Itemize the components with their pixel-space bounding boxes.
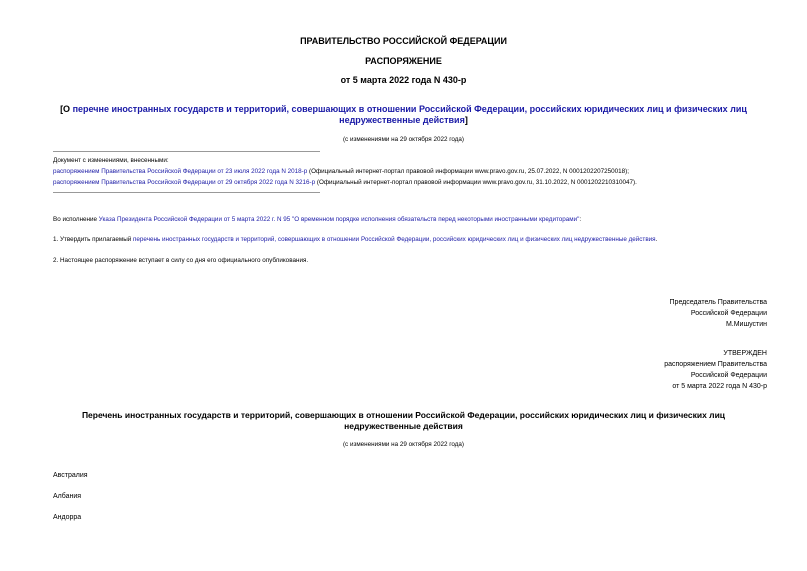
intro-prefix: Во исполнение bbox=[53, 216, 99, 223]
approved-line: от 5 марта 2022 года N 430-р bbox=[672, 383, 767, 390]
change-link[interactable]: распоряжением Правительства Российской Федерации от 29 октября 2022 года N 3216-р bbox=[53, 179, 316, 186]
title-bracket-open: [О bbox=[60, 104, 73, 114]
revision-note: (с изменениями на 29 октября 2022 года) bbox=[342, 136, 465, 143]
document-date-number: от 5 марта 2022 года N 430-р bbox=[340, 75, 467, 85]
intro-paragraph bbox=[53, 216, 581, 223]
list-revision-note: (с изменениями на 29 октября 2022 года) bbox=[342, 441, 465, 448]
p1-prefix: 1. Утвердить прилагаемый bbox=[53, 236, 134, 243]
list-link[interactable]: перечень иностранных государств и территорий, совершающих в отношении Российской Федерации, российских юридических лиц и физических лиц недружественные действия bbox=[133, 236, 656, 243]
approved-line: УТВЕРЖДЕН bbox=[723, 350, 767, 357]
paragraph-2: 2. Настоящее распоряжение вступает в силу со дня его официального опубликования. bbox=[53, 257, 309, 264]
decree-link[interactable]: Указа Президента Российской Федерации от 5 марта 2022 г. N 95 "О временном порядке исполнения обязательств перед некоторыми иностранными кредиторами" bbox=[98, 216, 580, 223]
government-heading: ПРАВИТЕЛЬСТВО РОССИЙСКОЙ ФЕДЕРАЦИИ bbox=[300, 36, 507, 46]
change-item bbox=[53, 166, 637, 177]
list-item: Австралия bbox=[53, 472, 88, 479]
signature-line: Председатель Правительства bbox=[669, 299, 767, 306]
approved-line: Российской Федерации bbox=[690, 372, 767, 379]
intro-suffix: : bbox=[579, 216, 582, 223]
changes-top-rule bbox=[53, 151, 320, 152]
list-title: Перечень иностранных государств и территорий, совершающих в отношении Российской Федерации, российских юридических лиц и физических лиц недружественные действия bbox=[81, 410, 726, 431]
signature-block bbox=[670, 297, 767, 330]
changes-heading: Документ с изменениями, внесенными: bbox=[53, 157, 169, 164]
paragraph-1 bbox=[53, 236, 657, 243]
document-title bbox=[60, 104, 747, 126]
title-bracket-close: ] bbox=[464, 115, 468, 125]
list-item: Албания bbox=[53, 493, 82, 500]
change-link[interactable]: распоряжением Правительства Российской Федерации от 23 июля 2022 года N 2018-р bbox=[53, 168, 308, 175]
list-item: Андорра bbox=[53, 514, 82, 521]
change-source: (Официальный интернет-портал правовой информации www.pravo.gov.ru, 25.07.2022, N 0001202207250018); bbox=[307, 168, 630, 175]
signature-name: М.Мишустин bbox=[725, 321, 767, 328]
title-link[interactable]: перечне иностранных государств и территорий, совершающих в отношении Российской Федерации, российских юридических лиц и физических лиц недружественные действия bbox=[72, 104, 747, 125]
changes-bottom-rule bbox=[53, 192, 320, 193]
change-source: (Официальный интернет-портал правовой информации www.pravo.gov.ru, 31.10.2022, N 0001202210310047). bbox=[315, 179, 637, 186]
document-type: РАСПОРЯЖЕНИЕ bbox=[365, 56, 442, 66]
change-item bbox=[53, 177, 637, 188]
signature-line: Российской Федерации bbox=[690, 310, 767, 317]
changes-block bbox=[53, 155, 637, 188]
approved-block bbox=[664, 348, 767, 392]
approved-line: распоряжением Правительства bbox=[664, 361, 767, 368]
p1-suffix: . bbox=[655, 236, 658, 243]
